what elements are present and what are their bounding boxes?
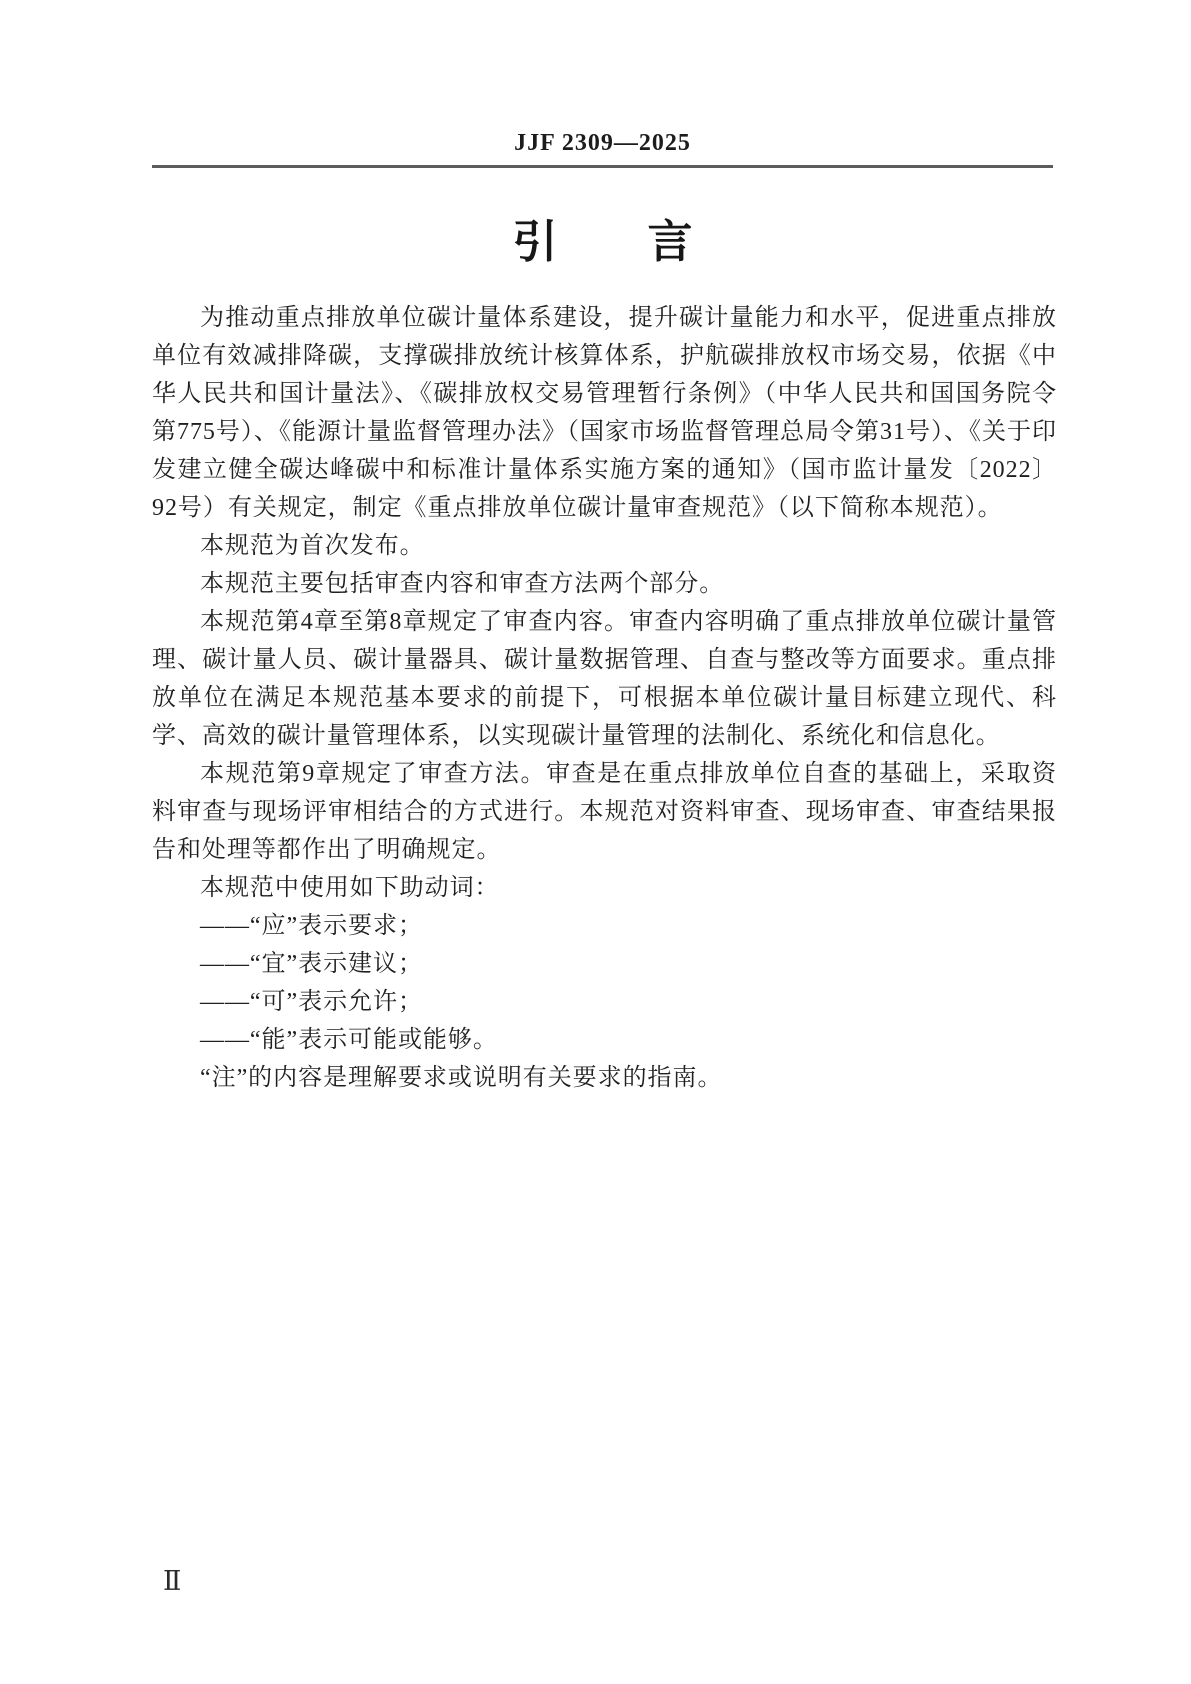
doc-number-header: JJF 2309—2025	[514, 130, 691, 156]
page-number: Ⅱ	[163, 1566, 182, 1596]
page-title	[152, 216, 1053, 267]
verb-item-neng: ——“能”表示可能或能够。	[200, 1027, 498, 1053]
verb-item-yi: ——“宜”表示建议；	[200, 951, 423, 977]
body-text	[152, 299, 1057, 1097]
page-title-char-1: 引	[512, 216, 558, 267]
paragraph-chapter-9: 本规范第9章规定了审查方法。审查是在重点排放单位自查的基础上，采取资料审查与现场评审相结合的方式进行。本规范对资料审查、现场审查、审查结果报告和处理等都作出了明确规定。	[152, 761, 1057, 863]
verb-item-ke: ——“可”表示允许；	[200, 989, 423, 1015]
verb-item-ying: ——“应”表示要求；	[200, 913, 423, 939]
paragraph-verbs-intro: 本规范中使用如下助动词：	[200, 875, 500, 901]
paragraph-note: “注”的内容是理解要求或说明有关要求的指南。	[200, 1065, 723, 1091]
paragraph-first-issue: 本规范为首次发布。	[200, 533, 425, 559]
paragraph-two-parts: 本规范主要包括审查内容和审查方法两个部分。	[200, 571, 725, 597]
page-title-char-2: 言	[647, 216, 693, 267]
header-divider-rule	[152, 165, 1053, 168]
paragraph-chapters-4-8: 本规范第4章至第8章规定了审查内容。审查内容明确了重点排放单位碳计量管理、碳计量人员、碳计量器具、碳计量数据管理、自查与整改等方面要求。重点排放单位在满足本规范基本要求的前提下，可根据本单位碳计量目标建立现代、科学、高效的碳计量管理体系，以实现碳计量管理的法制化、系统化和信息化。	[152, 609, 1057, 749]
paragraph-intro: 为推动重点排放单位碳计量体系建设，提升碳计量能力和水平，促进重点排放单位有效减排降碳，支撑碳排放统计核算体系，护航碳排放权市场交易，依据《中华人民共和国计量法》、《碳排放权交易管理暂行条例》（中华人民共和国国务院令第775号）、《能源计量监督管理办法》（国家市场监督管理总局令第31号）、《关于印发建立健全碳达峰碳中和标准计量体系实施方案的通知》（国市监计量发〔2022〕92号）有关规定，制定《重点排放单位碳计量审查规范》（以下简称本规范）。	[152, 305, 1057, 521]
